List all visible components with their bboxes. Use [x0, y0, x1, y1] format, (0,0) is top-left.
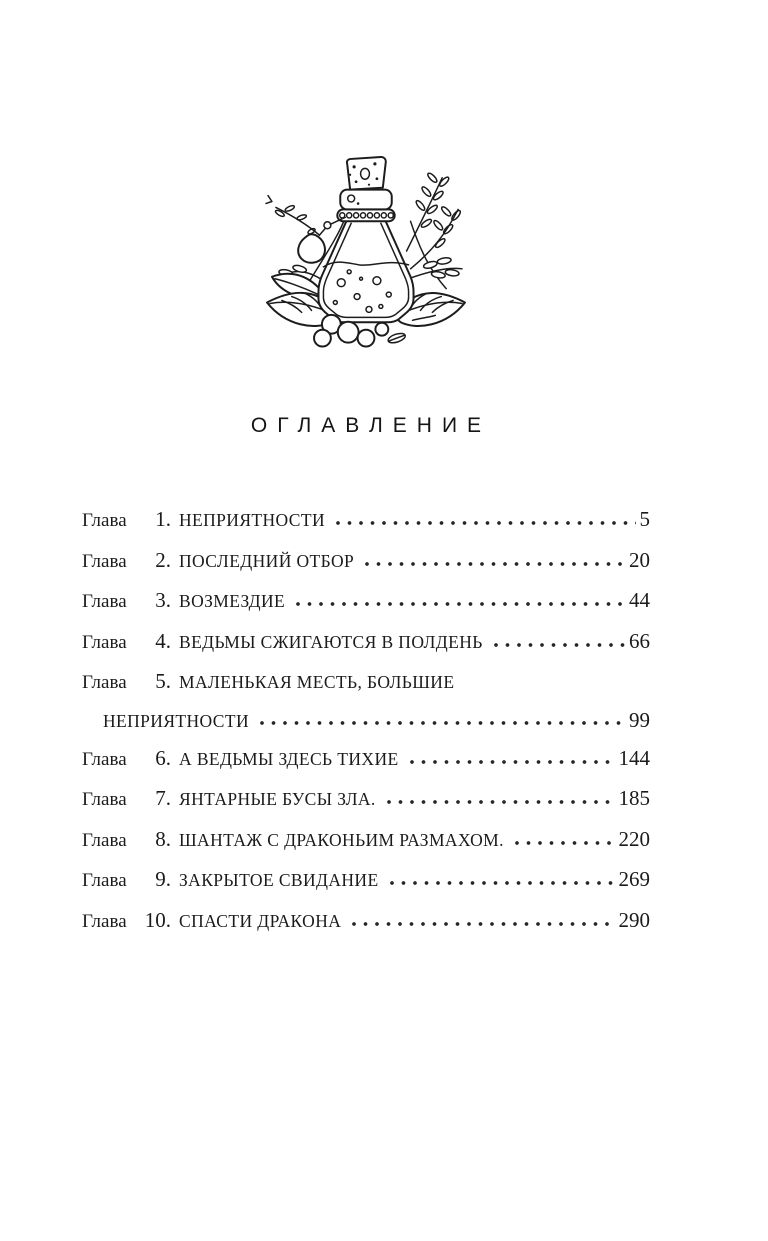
page-number: 66 — [629, 628, 650, 653]
chapter-title: НЕПРИЯТНОСТИ — [179, 510, 325, 530]
illustration-container — [82, 0, 650, 350]
page-number: 44 — [629, 588, 650, 612]
chapter-number: 9. — [155, 867, 171, 891]
table-of-contents — [82, 500, 650, 941]
chapter-title: А ВЕДЬМЫ ЗДЕСЬ ТИХИЕ — [179, 748, 399, 769]
page-number: 290 — [618, 907, 650, 932]
chapter-title: ПОСЛЕДНИЙ ОТБОР — [179, 550, 355, 571]
dot-leader — [334, 500, 636, 541]
dot-leader — [513, 820, 615, 861]
page-number: 20 — [629, 547, 650, 572]
toc-entry — [82, 622, 650, 663]
dot-leader — [385, 779, 615, 820]
chapter-title: СПАСТИ ДРАКОНА — [179, 910, 342, 931]
chapter-number: 3. — [155, 588, 171, 612]
page-number: 144 — [618, 745, 650, 770]
page-number: 5 — [639, 507, 650, 531]
chapter-title: МАЛЕНЬКАЯ МЕСТЬ, БОЛЬШИЕ — [179, 672, 455, 692]
chapter-label: Глава — [82, 510, 127, 531]
chapter-title-line2: НЕПРИЯТНОСТИ — [103, 710, 249, 731]
page-number: 220 — [618, 826, 650, 851]
toc-entry — [82, 739, 650, 780]
dot-leader — [363, 541, 625, 582]
chapter-number: 10. — [144, 907, 171, 932]
toc-entry-wrap-line — [82, 703, 650, 739]
chapter-number: 1. — [155, 507, 171, 531]
book-page — [82, 0, 650, 941]
dot-leader — [350, 901, 614, 942]
chapter-label: Глава — [82, 829, 127, 851]
page-title: ОГЛАВЛЕНИЕ — [250, 414, 492, 437]
page-number: 269 — [618, 867, 650, 891]
chapter-label: Глава — [82, 591, 127, 612]
toc-entry — [82, 662, 650, 703]
chapter-label: Глава — [82, 631, 127, 653]
chapter-title: ВОЗМЕЗДИЕ — [179, 591, 286, 611]
dot-leader — [294, 581, 625, 622]
page-number: 185 — [618, 786, 650, 810]
chapter-number: 6. — [155, 745, 171, 770]
chapter-label: Глава — [82, 789, 127, 810]
toc-entry — [82, 901, 650, 942]
potion-bottle-illustration — [262, 152, 470, 350]
chapter-label: Глава — [82, 550, 127, 572]
dot-leader — [388, 860, 615, 901]
dot-leader — [492, 622, 625, 663]
chapter-number: 4. — [155, 628, 171, 653]
chapter-title: ШАНТАЖ С ДРАКОНЬИМ РАЗМАХОМ. — [179, 829, 504, 850]
toc-entry — [82, 541, 650, 582]
chapter-number: 7. — [155, 786, 171, 810]
toc-entry — [82, 820, 650, 861]
dot-leader — [408, 739, 615, 780]
chapter-title: ВЕДЬМЫ СЖИГАЮТСЯ В ПОЛДЕНЬ — [179, 631, 483, 652]
dot-leader — [258, 703, 625, 739]
chapter-title: ЗАКРЫТОЕ СВИДАНИЕ — [179, 870, 379, 890]
chapter-label: Глава — [82, 910, 127, 932]
chapter-number: 5. — [155, 669, 171, 693]
chapter-label: Глава — [82, 748, 127, 770]
toc-entry — [82, 500, 650, 541]
chapter-label: Глава — [82, 870, 127, 891]
chapter-label: Глава — [82, 672, 127, 693]
chapter-number: 2. — [155, 547, 171, 572]
chapter-number: 8. — [155, 826, 171, 851]
toc-entry — [82, 779, 650, 820]
toc-entry — [82, 581, 650, 622]
chapter-title: ЯНТАРНЫЕ БУСЫ ЗЛА. — [179, 789, 376, 809]
page-number: 99 — [629, 707, 650, 732]
toc-entry — [82, 860, 650, 901]
